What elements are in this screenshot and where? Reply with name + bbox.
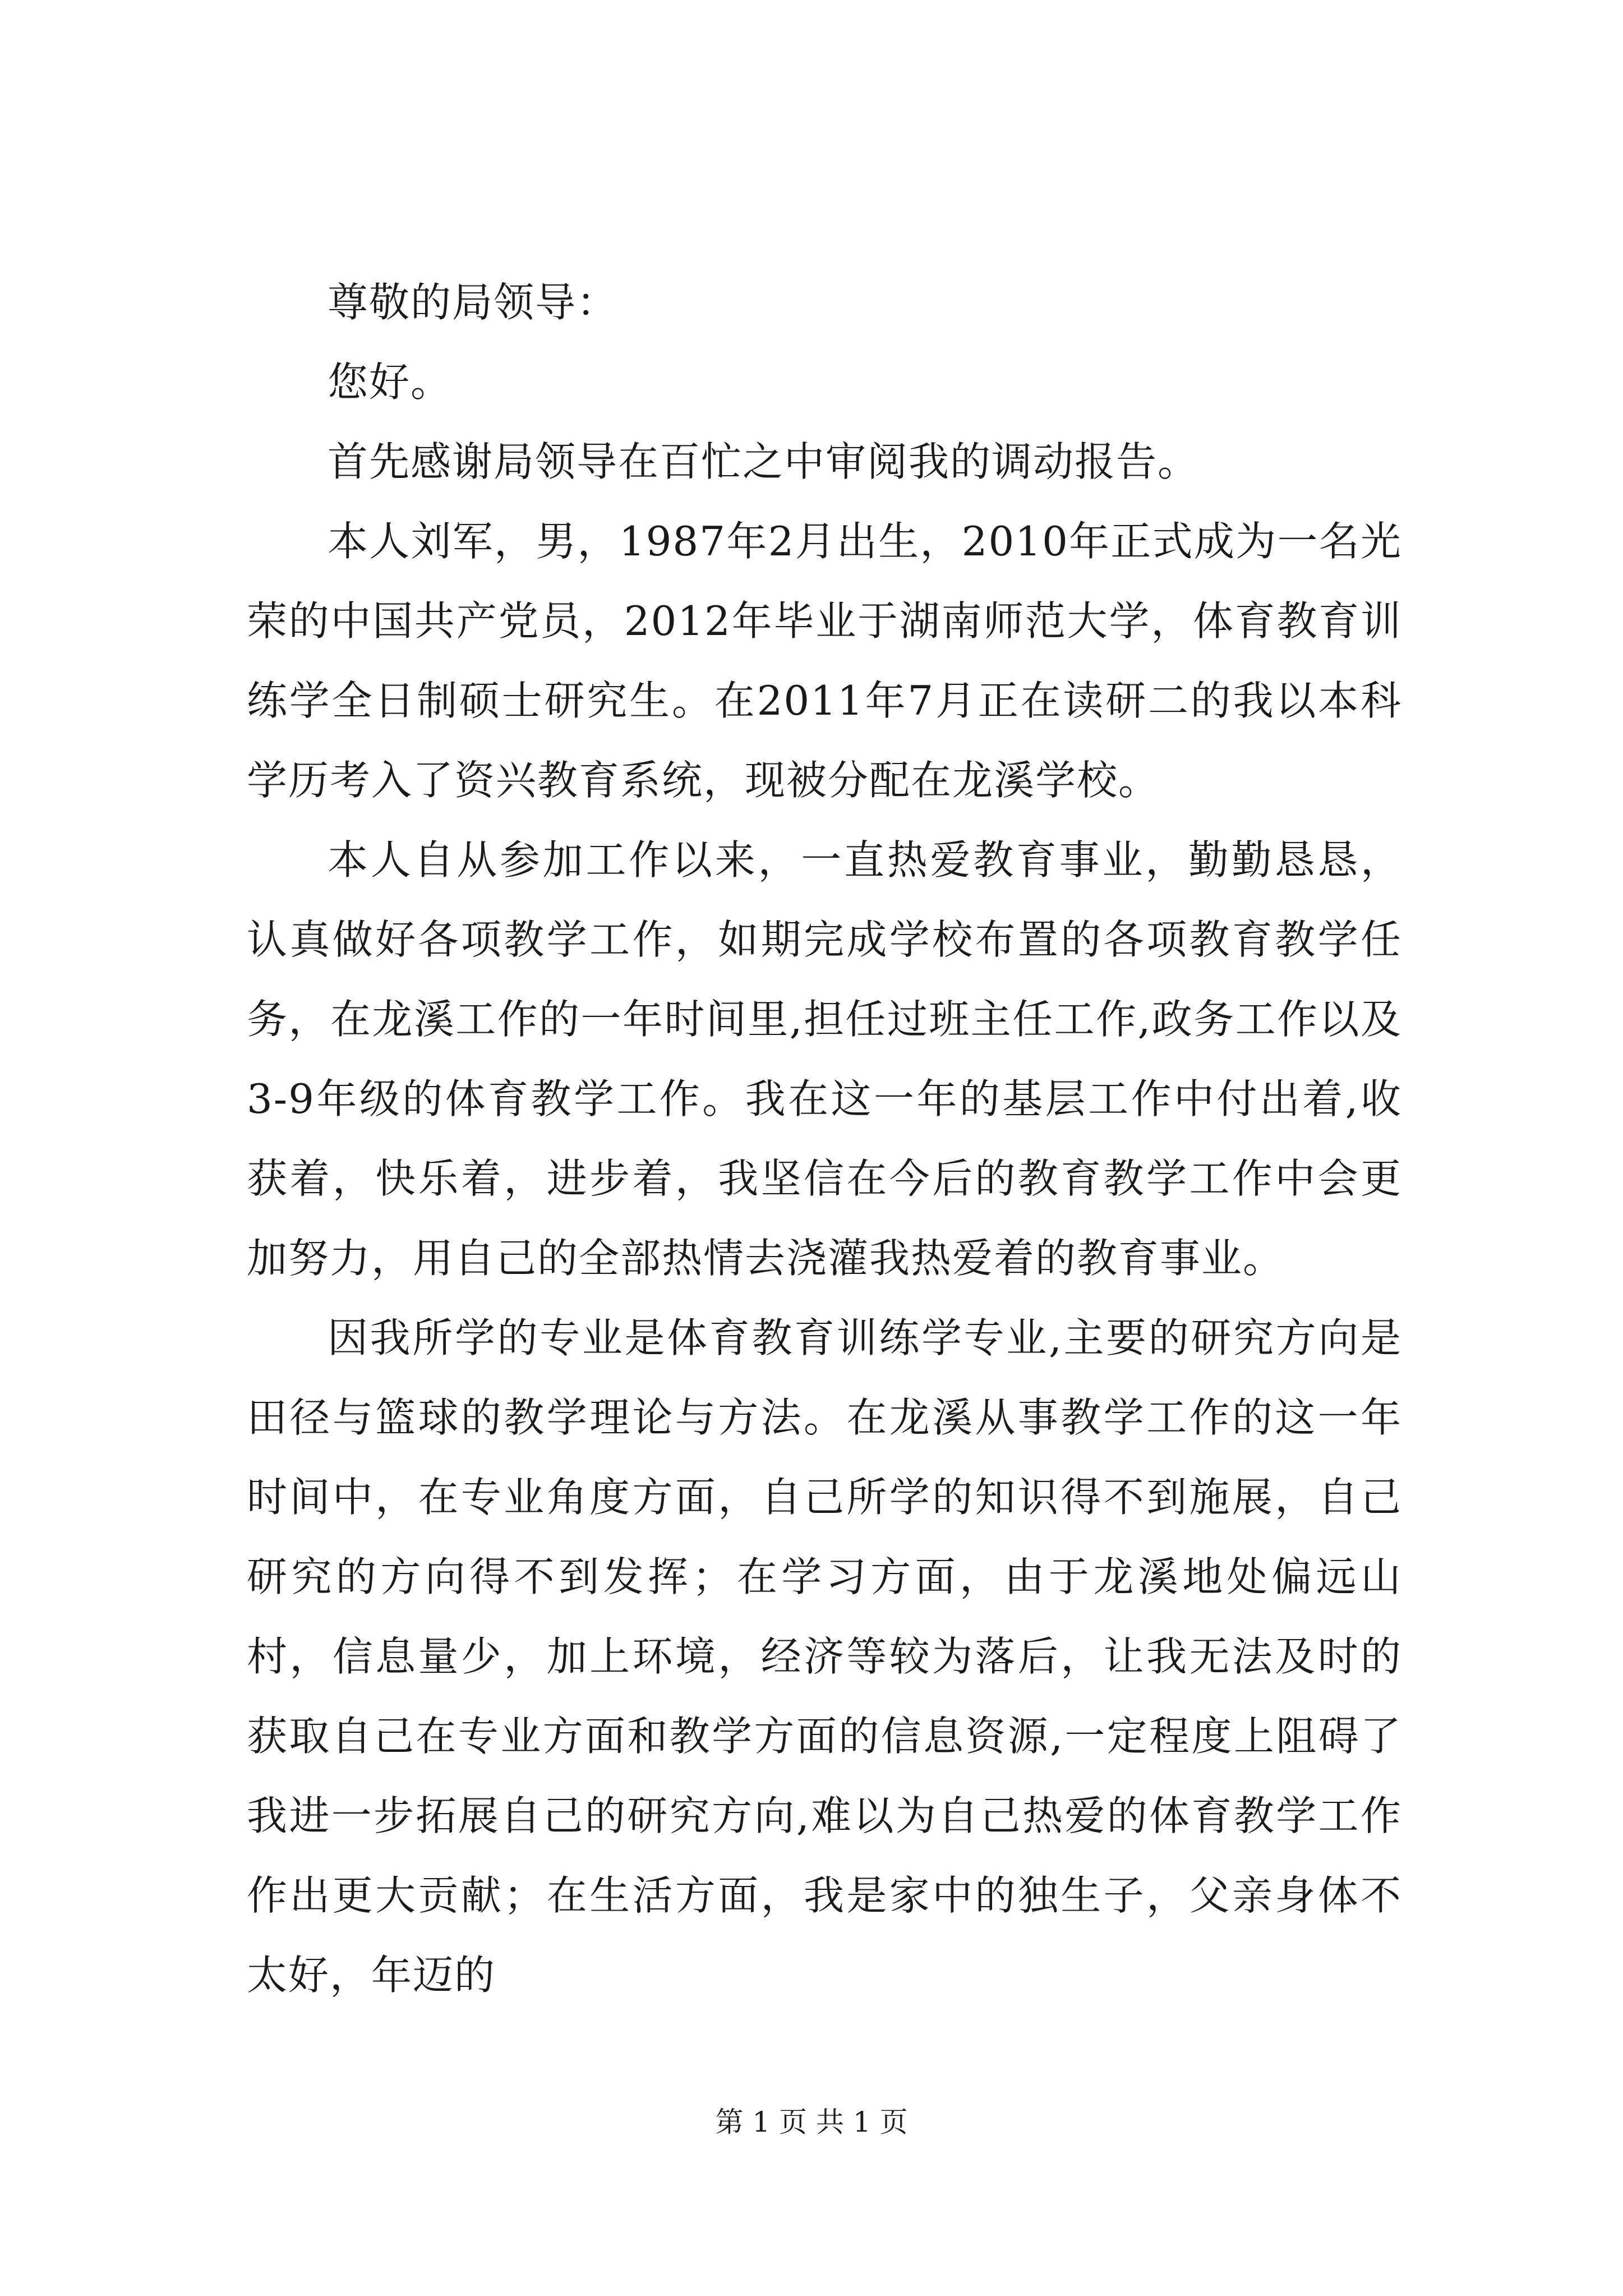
paragraph-introduction: 本人刘军，男，1987年2月出生，2010年正式成为一名光荣的中国共产党员，2012年毕业于湖南师范大学，体育教育训练学全日制硕士研究生。在2011年7月正在读研二的我以本科学历考入了资兴教育系统，现被分配在龙溪学校。 [247,518,1402,804]
letter-body [247,263,1402,2015]
paragraph-transfer-reasons: 因我所学的专业是体育教育训练学专业,主要的研究方向是田径与篮球的教学理论与方法。在龙溪从事教学工作的这一年时间中，在专业角度方面，自己所学的知识得不到施展，自己研究的方向得不到发挥；在学习方面，由于龙溪地处偏远山村，信息量少，加上环境，经济等较为落后，让我无法及时的获取自己在专业方面和教学方面的信息资源,一定程度上阻碍了我进一步拓展自己的研究方向,难以为自己热爱的体育教学工作作出更大贡献；在生活方面，我是家中的独生子，父亲身体不太好，年迈的 [247,1314,1402,1999]
page-footer: 第 1 页 共 1 页 [715,2106,908,2138]
paragraph-work-experience: 本人自从参加工作以来，一直热爱教育事业，勤勤恳恳，认真做好各项教学工作，如期完成学校布置的各项教育教学任务，在龙溪工作的一年时间里,担任过班主任工作,政务工作以及3-9年级的体育教学工作。我在这一年的基层工作中付出着,收获着，快乐着，进步着，我坚信在今后的教育教学工作中会更加努力，用自己的全部热情去浇灌我热爱着的教育事业。 [247,836,1402,1282]
paragraph-thanks: 首先感谢局领导在百忙之中审阅我的调动报告。 [328,438,1200,485]
salutation: 尊敬的局领导： [328,279,619,326]
greeting: 您好。 [328,358,453,406]
